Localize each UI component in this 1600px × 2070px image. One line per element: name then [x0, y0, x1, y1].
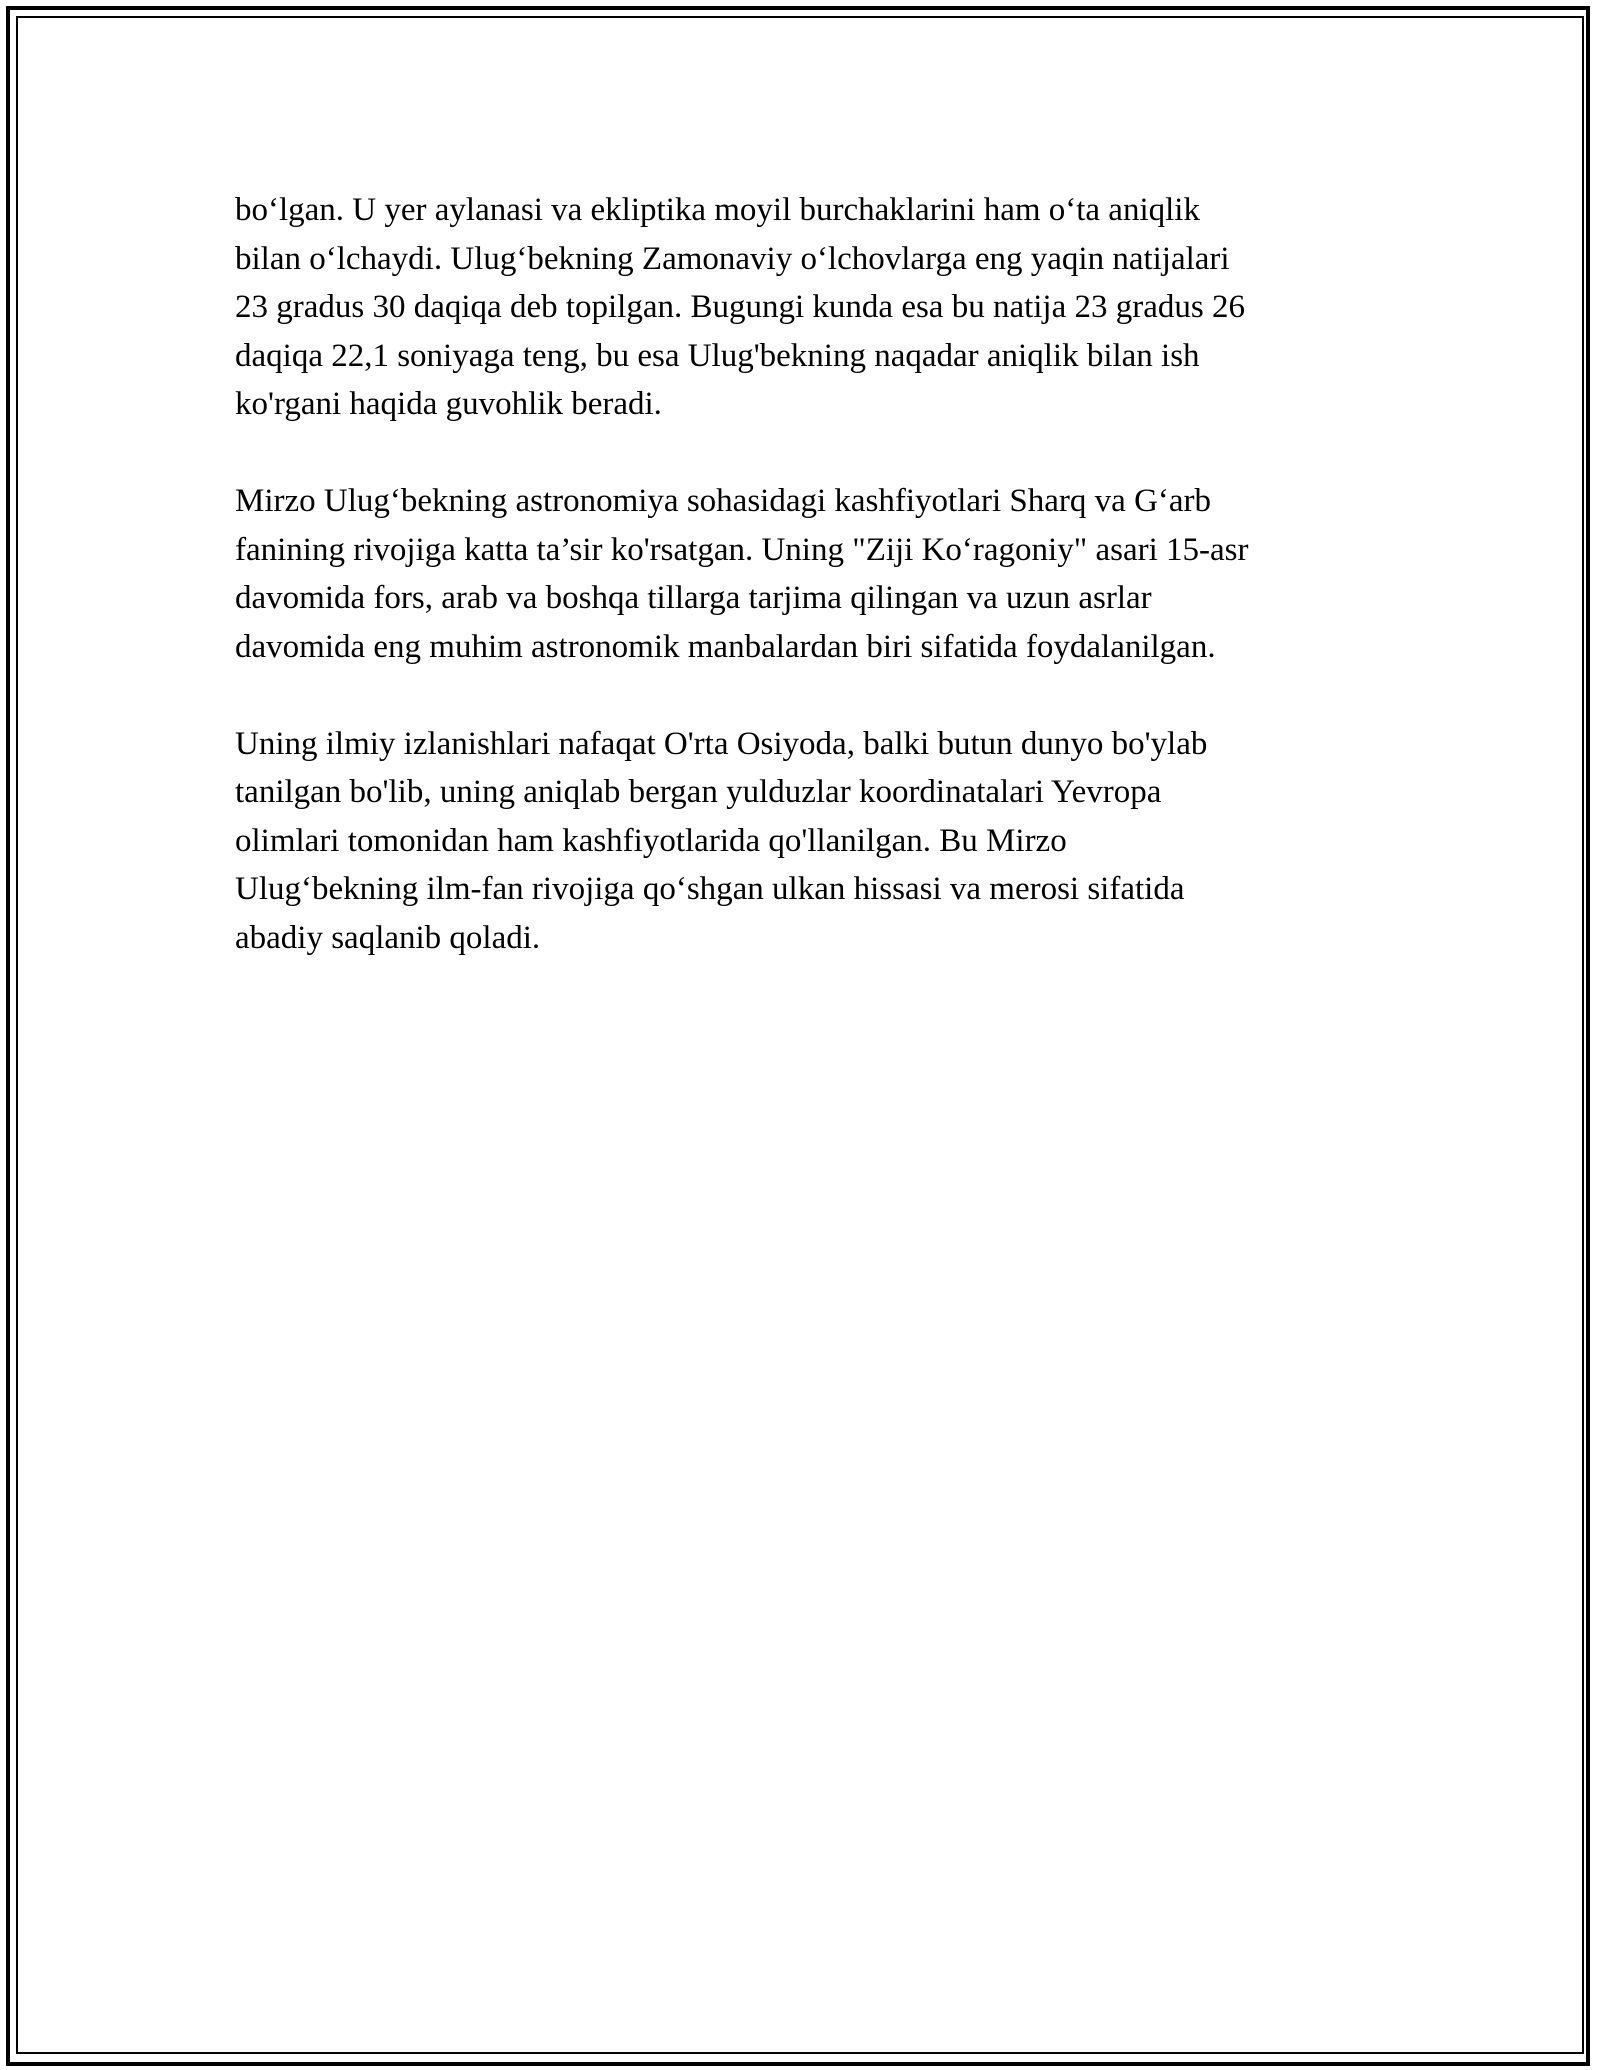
text-line: daqiqa 22,1 soniyaga teng, bu esa Ulug'bekning naqadar aniqlik bilan ish	[235, 337, 1200, 374]
document-body	[235, 186, 1375, 1011]
paragraph-1	[235, 186, 1375, 429]
text-line: davomida fors, arab va boshqa tillarga tarjima qilingan va uzun asrlar	[235, 580, 1152, 616]
text-line: Ulug‘bekning ilm-fan rivojiga qo‘shgan ulkan hissasi va merosi sifatida	[235, 871, 1185, 907]
paragraph-3	[235, 720, 1375, 963]
text-line: fanining rivojiga katta ta’sir ko'rsatgan. Uning "Ziji Ko‘ragoniy" asari 15-asr	[235, 531, 1249, 568]
text-line: olimlari tomonidan ham kashfiyotlarida qo'llanilgan. Bu Mirzo	[235, 822, 1067, 859]
text-line: 23 gradus 30 daqiqa deb topilgan. Bugungi kunda esa bu natija 23 gradus 26	[235, 289, 1245, 325]
text-line: bilan o‘lchaydi. Ulug‘bekning Zamonaviy o‘lchovlarga eng yaqin natijalari	[235, 240, 1230, 277]
text-line: abadiy saqlanib qoladi.	[235, 919, 541, 956]
text-line: ko'rgani haqida guvohlik beradi.	[235, 386, 662, 422]
text-line: Uning ilmiy izlanishlari nafaqat O'rta Osiyoda, balki butun dunyo bo'ylab	[235, 725, 1208, 762]
text-line: Mirzo Ulug‘bekning astronomiya sohasidagi kashfiyotlari Sharq va G‘arb	[235, 483, 1212, 519]
text-line: davomida eng muhim astronomik manbalardan biri sifatida foydalanilgan.	[235, 628, 1216, 665]
paragraph-2	[235, 477, 1375, 671]
text-line: bo‘lgan. U yer aylanasi va ekliptika moyil burchaklarini ham o‘ta aniqlik	[235, 192, 1200, 228]
text-line: tanilgan bo'lib, uning aniqlab bergan yulduzlar koordinatalari Yevropa	[235, 774, 1162, 810]
